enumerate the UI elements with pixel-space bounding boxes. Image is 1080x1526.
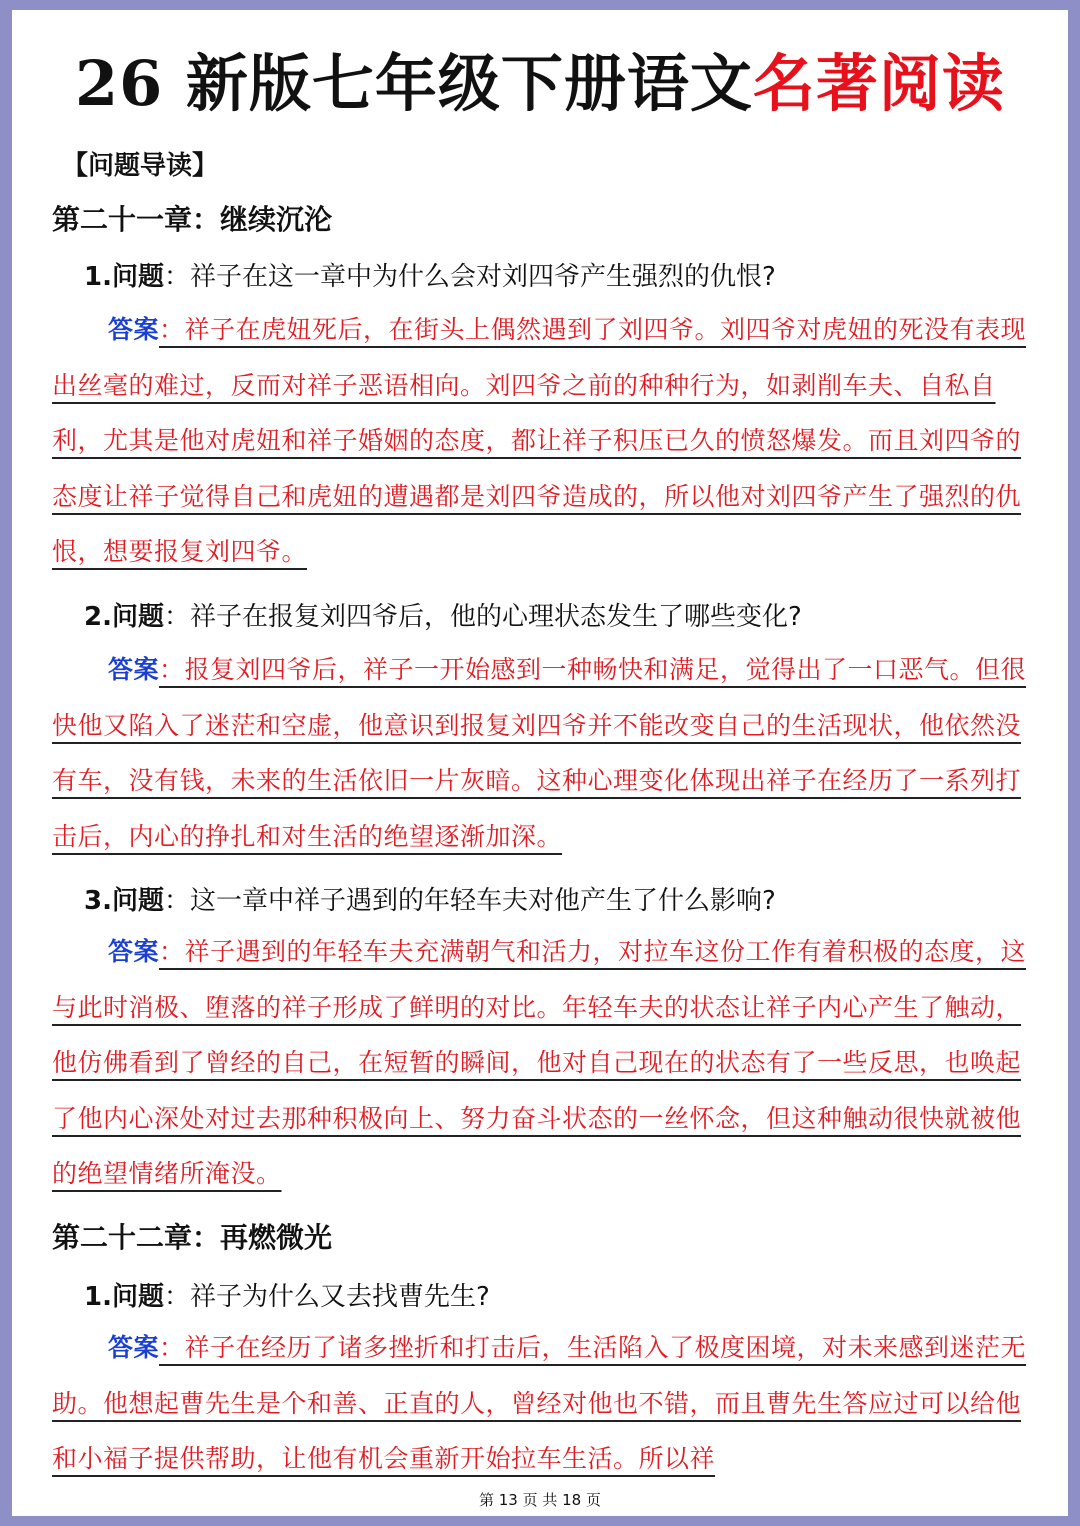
question: [84, 1276, 490, 1313]
answer: [52, 1320, 1032, 1488]
answer-label: 答案: [108, 655, 160, 684]
answer: [52, 642, 1032, 864]
answer-text: ：祥子在经历了诸多挫折和打击后，生活陷入了极度困境，对未来感到迷茫无助。他想起曹先生是个和善、正直的人，曾经对他也不错，而且曹先生答应过可以给他和小福子提供帮助，让他有机会重新开始拉车生活。所以祥: [52, 1333, 1027, 1473]
answer-label: 答案: [108, 937, 160, 966]
question: [84, 256, 776, 293]
answer-label: 答案: [108, 315, 160, 344]
answer-text: ：祥子在虎妞死后，在街头上偶然遇到了刘四爷。刘四爷对虎妞的死没有表现出丝毫的难过，反而对祥子恶语相向。刘四爷之前的种种行为，如剥削车夫、自私自利，尤其是他对虎妞和祥子婚姻的态度，都让祥子积压已久的愤怒爆发。而且刘四爷的态度让祥子觉得自己和虎妞的遭遇都是刘四爷造成的，所以他对刘四爷产生了强烈的仇恨，想要报复刘四爷。: [52, 315, 1027, 566]
answer-label: 答案: [108, 1333, 160, 1362]
page-number: 第 13 页 共 18 页: [478, 1491, 601, 1509]
question: [84, 880, 776, 917]
question-text: ：祥子为什么又去找曹先生?: [163, 1282, 490, 1312]
question-text: ：这一章中祥子遇到的年轻车夫对他产生了什么影响?: [163, 886, 776, 916]
answer: [52, 302, 1032, 580]
question-label: 2.问题: [84, 602, 164, 632]
chapter-heading: 第二十二章：再燃微光: [52, 1221, 333, 1254]
document-page: [12, 10, 1068, 1516]
answer-text: ：祥子遇到的年轻车夫充满朝气和活力，对拉车这份工作有着积极的态度，这与此时消极、堕落的祥子形成了鲜明的对比。年轻车夫的状态让祥子内心产生了触动，他仿佛看到了曾经的自己，在短暂的瞬间，他对自己现在的状态有了一些反思，也唤起了他内心深处对过去那种积极向上、努力奋斗状态的一丝怀念，但这种触动很快就被他的绝望情绪所淹没。: [52, 937, 1027, 1188]
title-highlight: 名著阅读: [752, 47, 1005, 120]
chapter-heading: 第二十一章：继续沉沦: [52, 203, 333, 236]
question-label: 1.问题: [84, 262, 164, 292]
question-text: ：祥子在这一章中为什么会对刘四爷产生强烈的仇恨?: [163, 262, 776, 292]
question-label: 3.问题: [84, 886, 164, 916]
title-main: 26 新版七年级下册语文: [75, 47, 753, 120]
question-text: ：祥子在报复刘四爷后，他的心理状态发生了哪些变化?: [163, 602, 802, 632]
answer-text: ：报复刘四爷后，祥子一开始感到一种畅快和满足，觉得出了一口恶气。但很快他又陷入了迷茫和空虚，他意识到报复刘四爷并不能改变自己的生活现状，他依然没有车，没有钱，未来的生活依旧一片灰暗。这种心理变化体现出祥子在经历了一系列打击后，内心的挣扎和对生活的绝望逐渐加深。: [52, 655, 1027, 851]
section-label: 【问题导读】: [62, 151, 219, 181]
page-title: [12, 48, 1068, 120]
question-label: 1.问题: [84, 1282, 164, 1312]
answer: [52, 924, 1032, 1202]
question: [84, 596, 802, 633]
